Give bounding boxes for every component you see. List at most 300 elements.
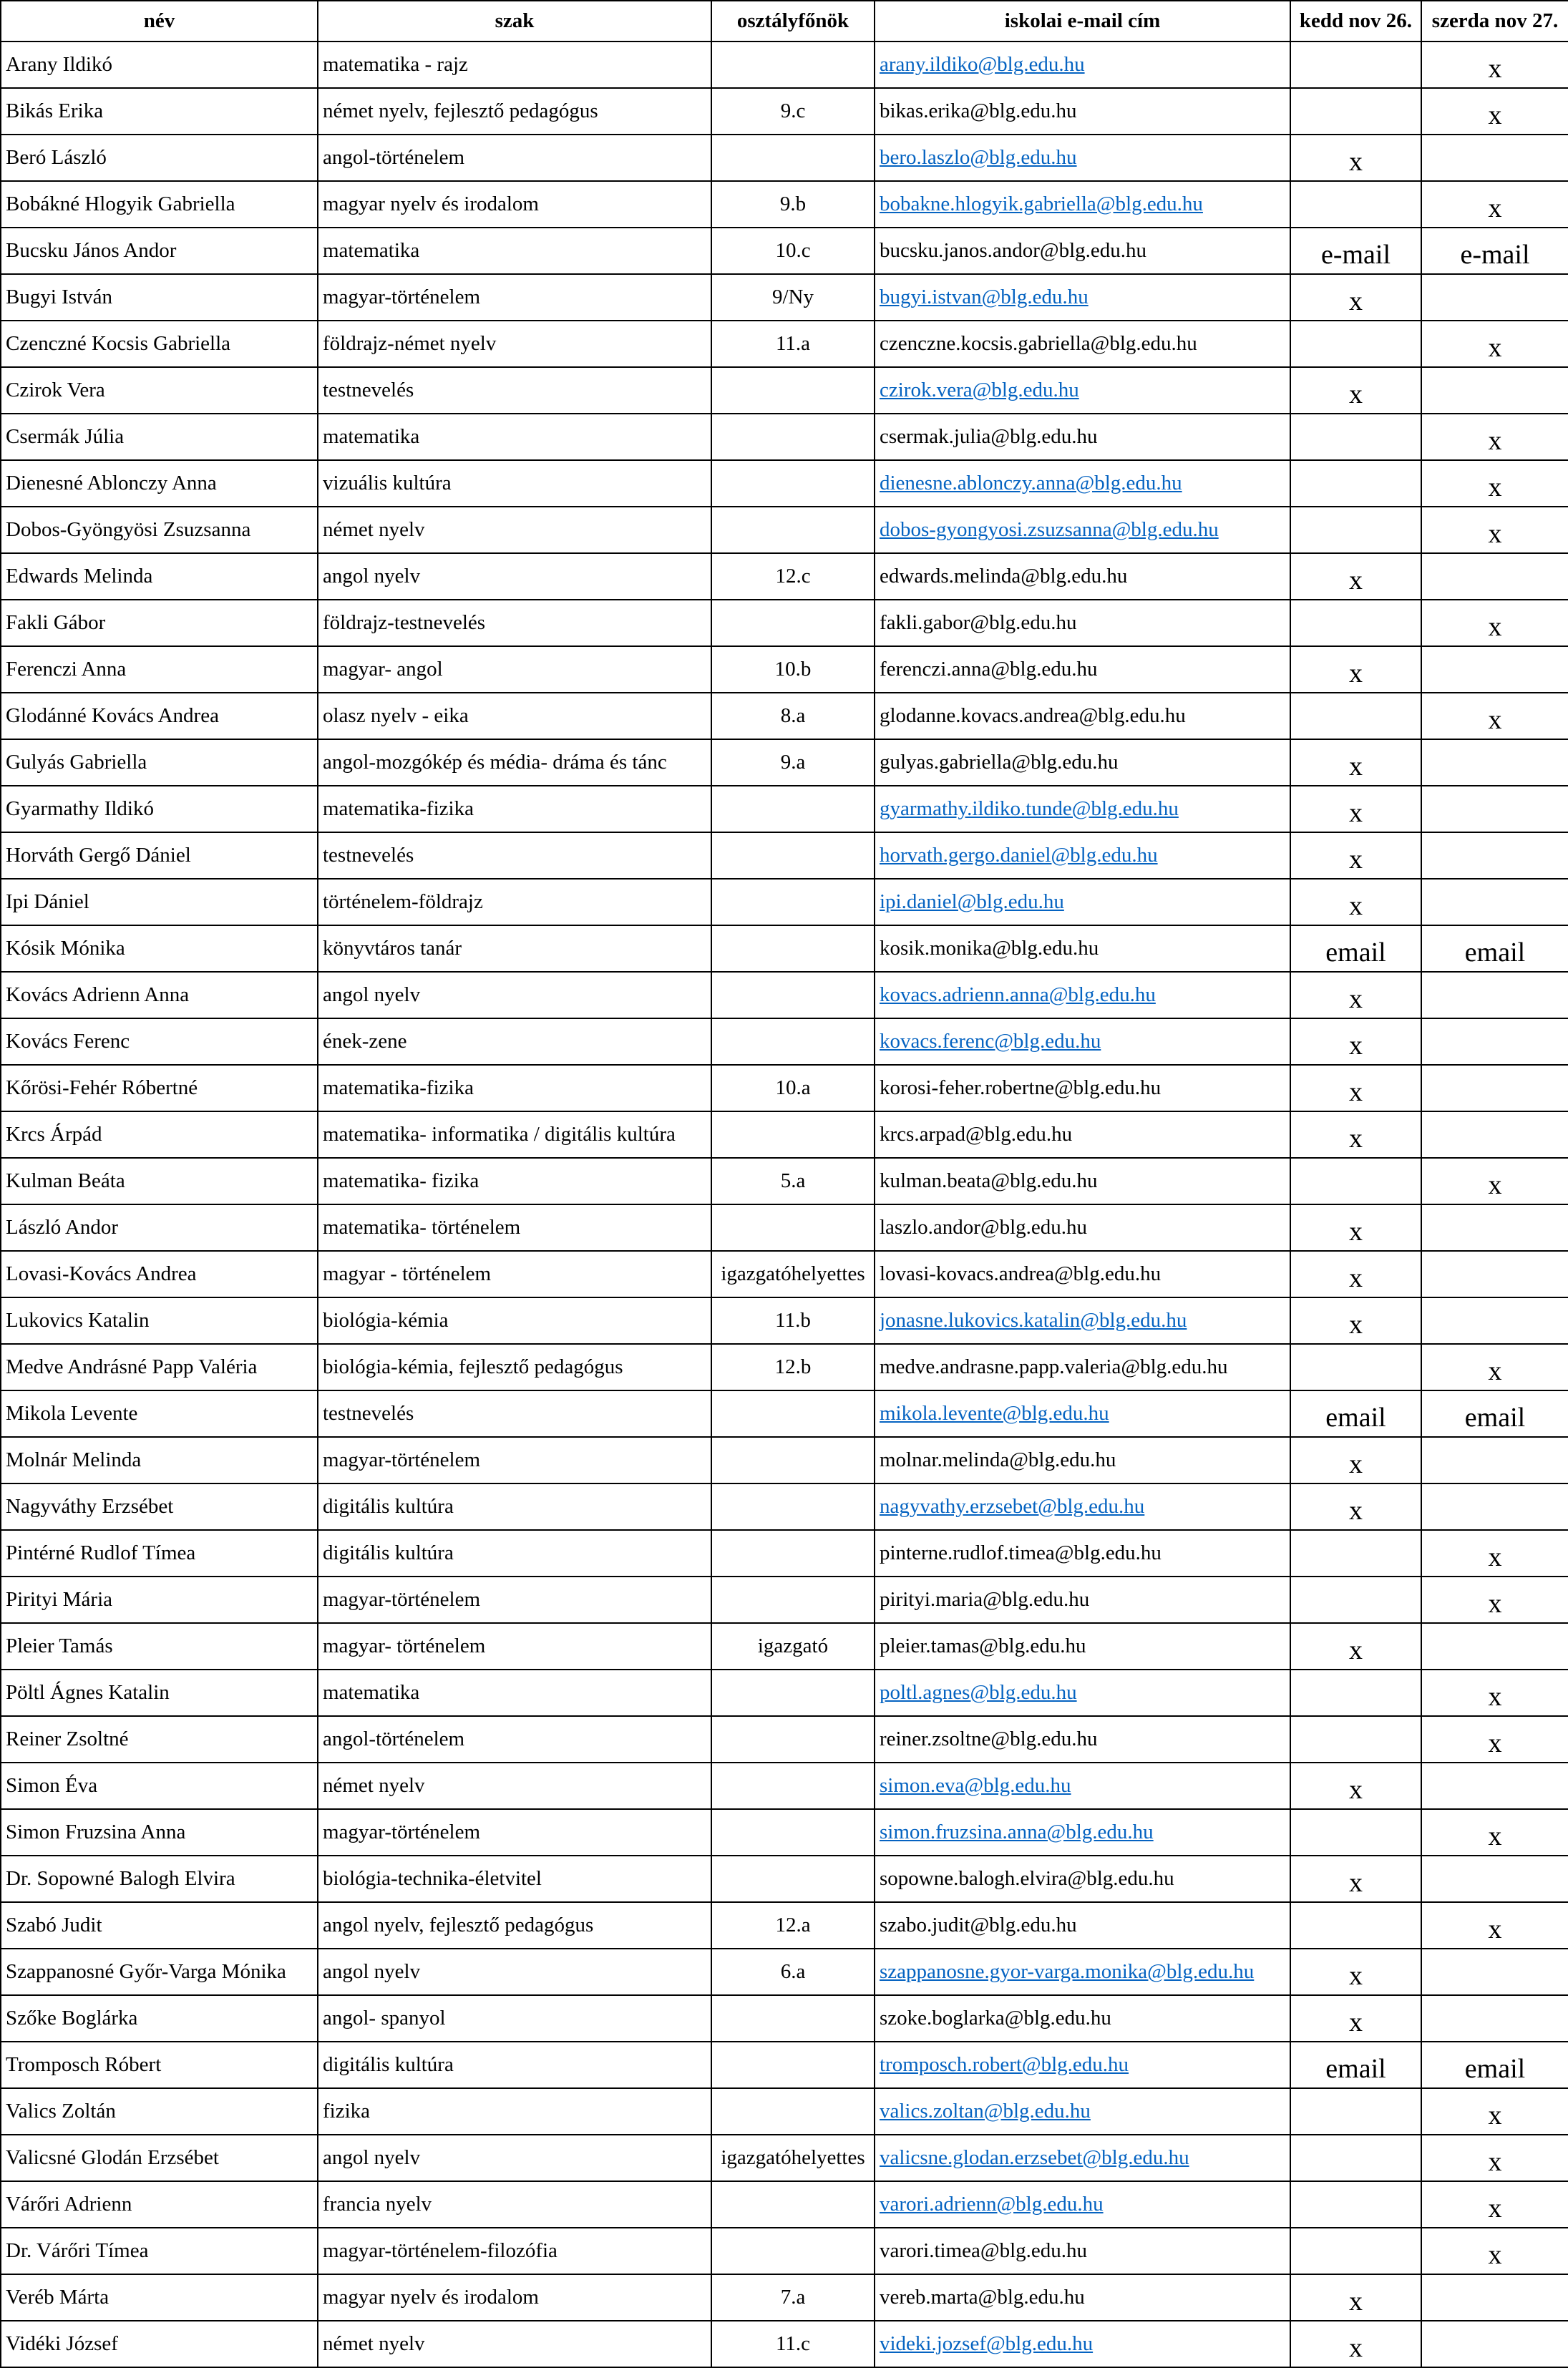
tuesday-mark: e-mail [1290,228,1421,274]
email-cell [875,693,1290,739]
header-row [1,1,1568,42]
header-tuesday: kedd nov 26. [1290,1,1421,42]
tuesday-mark: x [1290,1483,1421,1530]
teacher-name: Kovács Ferenc [1,1018,318,1065]
table-row [1,693,1568,739]
email-cell [875,321,1290,367]
tuesday-mark: x [1290,879,1421,925]
class-head-cell: 11.a [711,321,875,367]
teacher-name: Mikola Levente [1,1390,318,1437]
teacher-name: Czenczné Kocsis Gabriella [1,321,318,367]
email-link: szoke.boglarka@blg.edu.hu [880,2007,1111,2030]
class-head-cell: 7.a [711,2274,875,2321]
table-row [1,1623,1568,1670]
table-row [1,646,1568,693]
table-row [1,2274,1568,2321]
header-email: iskolai e-mail cím [875,1,1290,42]
email-link[interactable]: jonasne.lukovics.katalin@blg.edu.hu [880,1309,1187,1332]
email-cell [875,274,1290,321]
teacher-name: Fakli Gábor [1,600,318,646]
email-cell [875,879,1290,925]
table-row [1,1716,1568,1763]
subject-cell: testnevelés [318,1390,711,1437]
email-cell [875,367,1290,414]
table-row [1,1995,1568,2042]
subject-cell: angol nyelv [318,1949,711,1995]
email-cell [875,786,1290,832]
email-link: fakli.gabor@blg.edu.hu [880,611,1077,634]
tuesday-mark: x [1290,1018,1421,1065]
class-head-cell: 9.a [711,739,875,786]
table-row [1,1670,1568,1716]
subject-cell: magyar - történelem [318,1251,711,1297]
wednesday-mark: x [1421,1716,1568,1763]
teacher-name: Molnár Melinda [1,1437,318,1483]
email-link: molnar.melinda@blg.edu.hu [880,1448,1116,1471]
email-link[interactable]: valics.zoltan@blg.edu.hu [880,2100,1091,2123]
email-cell [875,1949,1290,1995]
email-link[interactable]: varori.adrienn@blg.edu.hu [880,2193,1104,2216]
email-cell [875,88,1290,135]
class-head-cell [711,1995,875,2042]
tuesday-mark: x [1290,367,1421,414]
wednesday-mark: x [1421,1902,1568,1949]
subject-cell: matematika - rajz [318,42,711,88]
subject-cell: digitális kultúra [318,1530,711,1577]
wednesday-mark: email [1421,2042,1568,2088]
tuesday-mark [1290,88,1421,135]
email-link[interactable]: bero.laszlo@blg.edu.hu [880,146,1077,169]
teacher-name: Medve Andrásné Papp Valéria [1,1344,318,1390]
subject-cell: könyvtáros tanár [318,925,711,972]
teacher-name: Krcs Árpád [1,1111,318,1158]
class-head-cell: 6.a [711,1949,875,1995]
wednesday-mark: x [1421,460,1568,507]
subject-cell: magyar nyelv és irodalom [318,2274,711,2321]
tuesday-mark: x [1290,739,1421,786]
subject-cell: testnevelés [318,367,711,414]
subject-cell: olasz nyelv - eika [318,693,711,739]
email-cell [875,414,1290,460]
teacher-name: Kőrösi-Fehér Róbertné [1,1065,318,1111]
email-cell [875,1530,1290,1577]
class-head-cell [711,832,875,879]
email-link[interactable]: szappanosne.gyor-varga.monika@blg.edu.hu [880,1960,1255,1983]
tuesday-mark: x [1290,274,1421,321]
wednesday-mark [1421,1204,1568,1251]
email-cell [875,1251,1290,1297]
tuesday-mark [1290,181,1421,228]
email-cell [875,1856,1290,1902]
teacher-name: Bobákné Hlogyik Gabriella [1,181,318,228]
table-row [1,786,1568,832]
table-row [1,739,1568,786]
email-link[interactable]: gyarmathy.ildiko.tunde@blg.edu.hu [880,797,1179,820]
subject-cell: magyar-történelem-filozófia [318,2228,711,2274]
email-link: kulman.beata@blg.edu.hu [880,1169,1098,1192]
wednesday-mark [1421,1763,1568,1809]
header-class-head: osztályfőnök [711,1,875,42]
teacher-name: Gulyás Gabriella [1,739,318,786]
email-cell [875,1716,1290,1763]
class-head-cell [711,1670,875,1716]
tuesday-mark: x [1290,1065,1421,1111]
email-link: varori.timea@blg.edu.hu [880,2239,1088,2262]
email-cell [875,739,1290,786]
teacher-name: Veréb Márta [1,2274,318,2321]
email-cell [875,228,1290,274]
teacher-name: Pintérné Rudlof Tímea [1,1530,318,1577]
wednesday-mark [1421,1065,1568,1111]
wednesday-mark: x [1421,414,1568,460]
email-link[interactable]: dienesne.ablonczy.anna@blg.edu.hu [880,472,1182,494]
table-row [1,1530,1568,1577]
wednesday-mark [1421,1856,1568,1902]
table-row [1,2135,1568,2181]
wednesday-mark [1421,1483,1568,1530]
wednesday-mark: x [1421,1530,1568,1577]
wednesday-mark [1421,646,1568,693]
subject-cell: angol-történelem [318,1716,711,1763]
table-row [1,2228,1568,2274]
subject-cell: magyar nyelv és irodalom [318,181,711,228]
class-head-cell: 12.c [711,553,875,600]
tuesday-mark [1290,460,1421,507]
teacher-name: Dr. Sopowné Balogh Elvira [1,1856,318,1902]
subject-cell: ének-zene [318,1018,711,1065]
email-link: sopowne.balogh.elvira@blg.edu.hu [880,1867,1174,1890]
tuesday-mark [1290,507,1421,553]
table-row [1,1390,1568,1437]
subject-cell: digitális kultúra [318,2042,711,2088]
wednesday-mark [1421,367,1568,414]
table-row [1,367,1568,414]
email-link[interactable]: dobos-gyongyosi.zsuzsanna@blg.edu.hu [880,518,1219,541]
email-link[interactable]: bobakne.hlogyik.gabriella@blg.edu.hu [880,193,1203,215]
email-link[interactable]: tromposch.robert@blg.edu.hu [880,2053,1129,2076]
class-head-cell: 8.a [711,693,875,739]
class-head-cell [711,786,875,832]
email-link: glodanne.kovacs.andrea@blg.edu.hu [880,704,1186,727]
header-name: név [1,1,318,42]
tuesday-mark: x [1290,1995,1421,2042]
wednesday-mark: email [1421,925,1568,972]
subject-cell: matematika- informatika / digitális kultúra [318,1111,711,1158]
wednesday-mark: x [1421,1577,1568,1623]
email-link: vereb.marta@blg.edu.hu [880,2286,1085,2309]
table-row [1,88,1568,135]
wednesday-mark [1421,2274,1568,2321]
wednesday-mark: x [1421,181,1568,228]
tuesday-mark [1290,2088,1421,2135]
tuesday-mark: x [1290,1763,1421,1809]
email-link[interactable]: kovacs.ferenc@blg.edu.hu [880,1030,1101,1053]
teacher-name: Kulman Beáta [1,1158,318,1204]
email-cell [875,2228,1290,2274]
email-cell [875,507,1290,553]
table-row [1,1856,1568,1902]
table-row [1,1204,1568,1251]
wednesday-mark [1421,1297,1568,1344]
teacher-name: Arany Ildikó [1,42,318,88]
email-cell [875,553,1290,600]
subject-cell: magyar- történelem [318,1623,711,1670]
teacher-name: Valics Zoltán [1,2088,318,2135]
email-cell [875,2042,1290,2088]
teacher-name: Horváth Gergő Dániel [1,832,318,879]
class-head-cell: 9.c [711,88,875,135]
class-head-cell [711,2042,875,2088]
subject-cell: német nyelv, fejlesztő pedagógus [318,88,711,135]
tuesday-mark [1290,2181,1421,2228]
subject-cell: angol- spanyol [318,1995,711,2042]
subject-cell: magyar- angol [318,646,711,693]
subject-cell: francia nyelv [318,2181,711,2228]
teacher-name: Bucsku János Andor [1,228,318,274]
wednesday-mark: x [1421,600,1568,646]
class-head-cell [711,1204,875,1251]
class-head-cell [711,2088,875,2135]
table-row [1,1065,1568,1111]
class-head-cell [711,135,875,181]
class-head-cell [711,1809,875,1856]
subject-cell: német nyelv [318,507,711,553]
table-row [1,2181,1568,2228]
wednesday-mark: x [1421,1809,1568,1856]
teacher-name: Beró László [1,135,318,181]
teacher-name: Reiner Zsoltné [1,1716,318,1763]
table-row [1,972,1568,1018]
email-cell [875,1344,1290,1390]
email-link[interactable]: horvath.gergo.daniel@blg.edu.hu [880,844,1158,867]
wednesday-mark: x [1421,321,1568,367]
email-link: czenczne.kocsis.gabriella@blg.edu.hu [880,332,1197,355]
email-cell [875,181,1290,228]
email-cell [875,1018,1290,1065]
table-row [1,1949,1568,1995]
table-row [1,414,1568,460]
tuesday-mark [1290,414,1421,460]
tuesday-mark: x [1290,1949,1421,1995]
tuesday-mark [1290,1344,1421,1390]
class-head-cell [711,460,875,507]
wednesday-mark: x [1421,1670,1568,1716]
email-link[interactable]: bugyi.istvan@blg.edu.hu [880,286,1089,308]
teacher-name: Ipi Dániel [1,879,318,925]
class-head-cell: 12.a [711,1902,875,1949]
teacher-name: Tromposch Róbert [1,2042,318,2088]
class-head-cell [711,1530,875,1577]
email-cell [875,1763,1290,1809]
teacher-name: Edwards Melinda [1,553,318,600]
table-row [1,1158,1568,1204]
subject-cell: matematika [318,1670,711,1716]
email-cell [875,600,1290,646]
subject-cell: digitális kultúra [318,1483,711,1530]
email-link[interactable]: simon.fruzsina.anna@blg.edu.hu [880,1821,1154,1843]
wednesday-mark: x [1421,2135,1568,2181]
email-link[interactable]: videki.jozsef@blg.edu.hu [880,2332,1094,2355]
email-cell [875,2181,1290,2228]
class-head-cell [711,2181,875,2228]
tuesday-mark [1290,42,1421,88]
tuesday-mark: x [1290,646,1421,693]
tuesday-mark: x [1290,1111,1421,1158]
email-cell [875,2321,1290,2367]
teacher-name: Csermák Júlia [1,414,318,460]
header-wednesday: szerda nov 27. [1421,1,1568,42]
email-cell [875,1204,1290,1251]
table-row [1,1111,1568,1158]
table-row [1,1297,1568,1344]
wednesday-mark [1421,1995,1568,2042]
subject-cell: angol nyelv [318,972,711,1018]
wednesday-mark: x [1421,2088,1568,2135]
class-head-cell: 11.c [711,2321,875,2367]
tuesday-mark [1290,600,1421,646]
table-row [1,600,1568,646]
wednesday-mark [1421,1437,1568,1483]
table-row [1,1809,1568,1856]
subject-cell: magyar-történelem [318,1809,711,1856]
tuesday-mark [1290,1902,1421,1949]
subject-cell: földrajz-német nyelv [318,321,711,367]
tuesday-mark [1290,1670,1421,1716]
wednesday-mark: x [1421,693,1568,739]
email-link: reiner.zsoltne@blg.edu.hu [880,1728,1098,1750]
subject-cell: magyar-történelem [318,274,711,321]
email-cell [875,2088,1290,2135]
class-head-cell [711,1018,875,1065]
email-link[interactable]: valicsne.glodan.erzsebet@blg.edu.hu [880,2146,1189,2169]
wednesday-mark [1421,879,1568,925]
class-head-cell: igazgatóhelyettes [711,1251,875,1297]
tuesday-mark: x [1290,2321,1421,2367]
tuesday-mark: x [1290,786,1421,832]
email-link: pinterne.rudlof.timea@blg.edu.hu [880,1541,1162,1564]
subject-cell: történelem-földrajz [318,879,711,925]
wednesday-mark [1421,832,1568,879]
table-row [1,2321,1568,2367]
tuesday-mark [1290,1158,1421,1204]
subject-cell: angol nyelv, fejlesztő pedagógus [318,1902,711,1949]
tuesday-mark: email [1290,1390,1421,1437]
email-cell [875,1577,1290,1623]
class-head-cell [711,972,875,1018]
header-subject: szak [318,1,711,42]
wednesday-mark [1421,1251,1568,1297]
table-row [1,507,1568,553]
teacher-name: Pleier Tamás [1,1623,318,1670]
table-row [1,42,1568,88]
table-row [1,228,1568,274]
wednesday-mark [1421,1623,1568,1670]
tuesday-mark: x [1290,135,1421,181]
email-link[interactable]: simon.eva@blg.edu.hu [880,1774,1071,1797]
teacher-name: Bugyi István [1,274,318,321]
subject-cell: matematika [318,228,711,274]
subject-cell: angol nyelv [318,2135,711,2181]
subject-cell: német nyelv [318,2321,711,2367]
email-link[interactable]: poltl.agnes@blg.edu.hu [880,1681,1077,1704]
class-head-cell: igazgató [711,1623,875,1670]
email-link[interactable]: czirok.vera@blg.edu.hu [880,379,1079,401]
class-head-cell: 10.b [711,646,875,693]
table-row [1,925,1568,972]
tuesday-mark: x [1290,1297,1421,1344]
tuesday-mark [1290,1809,1421,1856]
tuesday-mark: x [1290,1204,1421,1251]
tuesday-mark: x [1290,1251,1421,1297]
email-cell [875,2135,1290,2181]
wednesday-mark: email [1421,1390,1568,1437]
teacher-name: Czirok Vera [1,367,318,414]
email-link: ferenczi.anna@blg.edu.hu [880,658,1098,681]
wednesday-mark [1421,739,1568,786]
table-row [1,1902,1568,1949]
wednesday-mark [1421,274,1568,321]
subject-cell: biológia-kémia [318,1297,711,1344]
teacher-name: Szappanosné Győr-Varga Mónika [1,1949,318,1995]
teacher-name: Glodánné Kovács Andrea [1,693,318,739]
email-link: pirityi.maria@blg.edu.hu [880,1588,1090,1611]
email-cell [875,135,1290,181]
table-row [1,274,1568,321]
email-link[interactable]: kovacs.adrienn.anna@blg.edu.hu [880,983,1156,1006]
table-row [1,2042,1568,2088]
email-cell [875,2274,1290,2321]
tuesday-mark: x [1290,1856,1421,1902]
wednesday-mark: x [1421,2181,1568,2228]
class-head-cell [711,600,875,646]
subject-cell: matematika- fizika [318,1158,711,1204]
subject-cell: magyar-történelem [318,1577,711,1623]
subject-cell: angol nyelv [318,553,711,600]
email-link[interactable]: nagyvathy.erzsebet@blg.edu.hu [880,1495,1145,1518]
email-link: korosi-feher.robertne@blg.edu.hu [880,1076,1162,1099]
email-link[interactable]: mikola.levente@blg.edu.hu [880,1402,1109,1425]
tuesday-mark: x [1290,553,1421,600]
email-link: edwards.melinda@blg.edu.hu [880,565,1128,588]
wednesday-mark: x [1421,1158,1568,1204]
email-cell [875,1623,1290,1670]
subject-cell: testnevelés [318,832,711,879]
email-cell [875,1111,1290,1158]
class-head-cell: 9/Ny [711,274,875,321]
wednesday-mark: x [1421,1344,1568,1390]
tuesday-mark [1290,321,1421,367]
teacher-name: Lukovics Katalin [1,1297,318,1344]
email-cell [875,1390,1290,1437]
email-link[interactable]: ipi.daniel@blg.edu.hu [880,890,1064,913]
subject-cell: angol-történelem [318,135,711,181]
email-cell [875,1158,1290,1204]
subject-cell: matematika [318,414,711,460]
wednesday-mark [1421,786,1568,832]
teacher-name: Pirityi Mária [1,1577,318,1623]
teacher-name: Simon Fruzsina Anna [1,1809,318,1856]
teacher-name: Pöltl Ágnes Katalin [1,1670,318,1716]
email-cell [875,1995,1290,2042]
class-head-cell: 5.a [711,1158,875,1204]
tuesday-mark: email [1290,925,1421,972]
email-link[interactable]: arany.ildiko@blg.edu.hu [880,53,1085,76]
email-cell [875,1437,1290,1483]
class-head-cell [711,2228,875,2274]
class-head-cell: 11.b [711,1297,875,1344]
subject-cell: angol-mozgókép és média- dráma és tánc [318,739,711,786]
email-link: csermak.julia@blg.edu.hu [880,425,1098,448]
